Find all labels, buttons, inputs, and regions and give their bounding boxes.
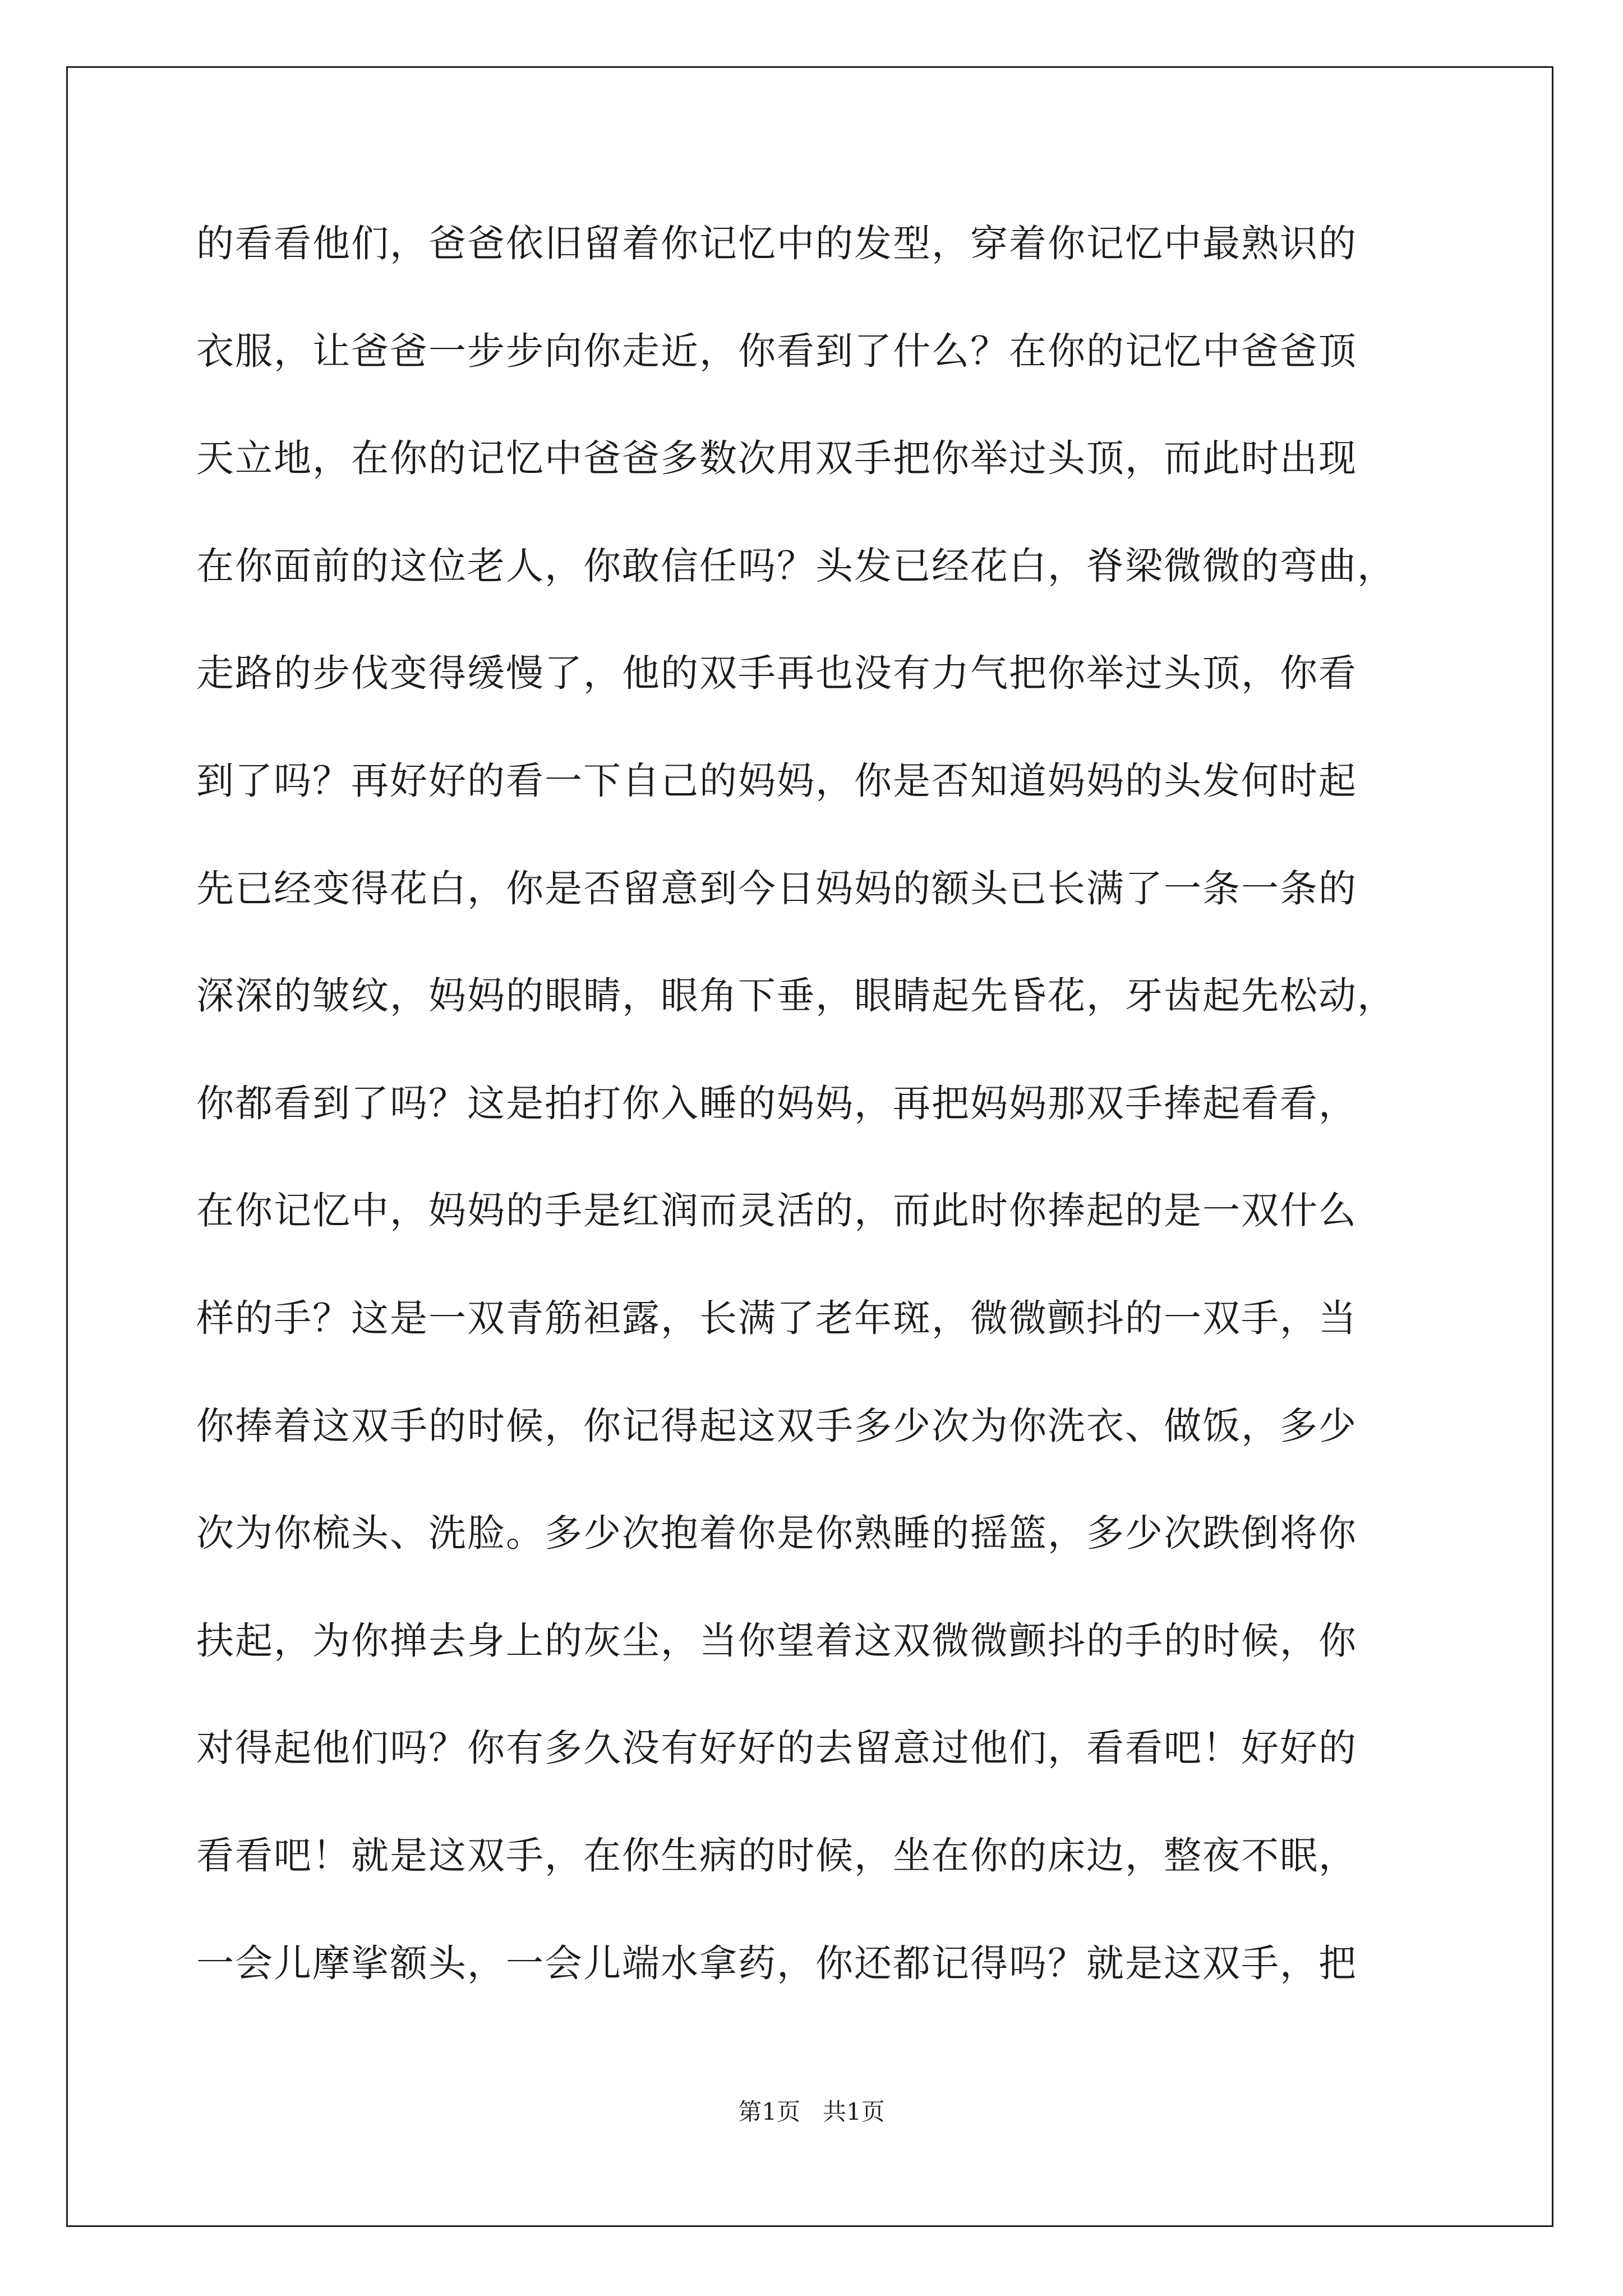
text-line: 你捧着这双手的时候，你记得起这双手多少次为你洗衣、做饭，多少 — [196, 1404, 1357, 1448]
text-line: 一会儿摩挲额头，一会儿端水拿药，你还都记得吗？就是这双手，把 — [196, 1941, 1357, 1985]
text-line: 看看吧！就是这双手，在你生病的时候，坐在你的床边，整夜不眠， — [196, 1833, 1357, 1878]
text-line: 在你面前的这位老人，你敢信任吗？头发已经花白，脊梁微微的弯曲， — [196, 544, 1396, 588]
text-line: 扶起，为你掸去身上的灰尘，当你望着这双微微颤抖的手的时候，你 — [196, 1618, 1357, 1663]
text-line: 的看看他们，爸爸依旧留着你记忆中的发型，穿着你记忆中最熟识的 — [196, 222, 1357, 265]
text-line: 次为你梳头、洗脸。多少次抱着你是你熟睡的摇篮，多少次跌倒将你 — [196, 1511, 1357, 1556]
text-line: 先已经变得花白，你是否留意到今日妈妈的额头已长满了一条一条的 — [196, 866, 1357, 910]
text-line: 衣服，让爸爸一步步向你走近，你看到了什么？在你的记忆中爸爸顶 — [196, 329, 1357, 373]
text-line: 到了吗？再好好的看一下自己的妈妈，你是否知道妈妈的头发何时起 — [196, 758, 1357, 803]
text-line: 天立地，在你的记忆中爸爸多数次用双手把你举过头顶，而此时出现 — [196, 436, 1357, 481]
page-number-footer: 第1页 共1页 — [738, 2098, 885, 2125]
text-line: 走路的步伐变得缓慢了，他的双手再也没有力气把你举过头顶，你看 — [196, 651, 1357, 696]
document-body — [196, 215, 1430, 2042]
text-line: 样的手？这是一双青筋袒露，长满了老年斑，微微颤抖的一双手，当 — [196, 1296, 1357, 1340]
text-line: 深深的皱纹，妈妈的眼睛，眼角下垂，眼睛起先昏花，牙齿起先松动， — [196, 974, 1396, 1018]
text-line: 在你记忆中，妈妈的手是红润而灵活的，而此时你捧起的是一双什么 — [196, 1189, 1357, 1233]
text-line: 你都看到了吗？这是拍打你入睡的妈妈，再把妈妈那双手捧起看看， — [196, 1081, 1357, 1125]
text-line: 对得起他们吗？你有多久没有好好的去留意过他们，看看吧！好好的 — [196, 1726, 1357, 1770]
